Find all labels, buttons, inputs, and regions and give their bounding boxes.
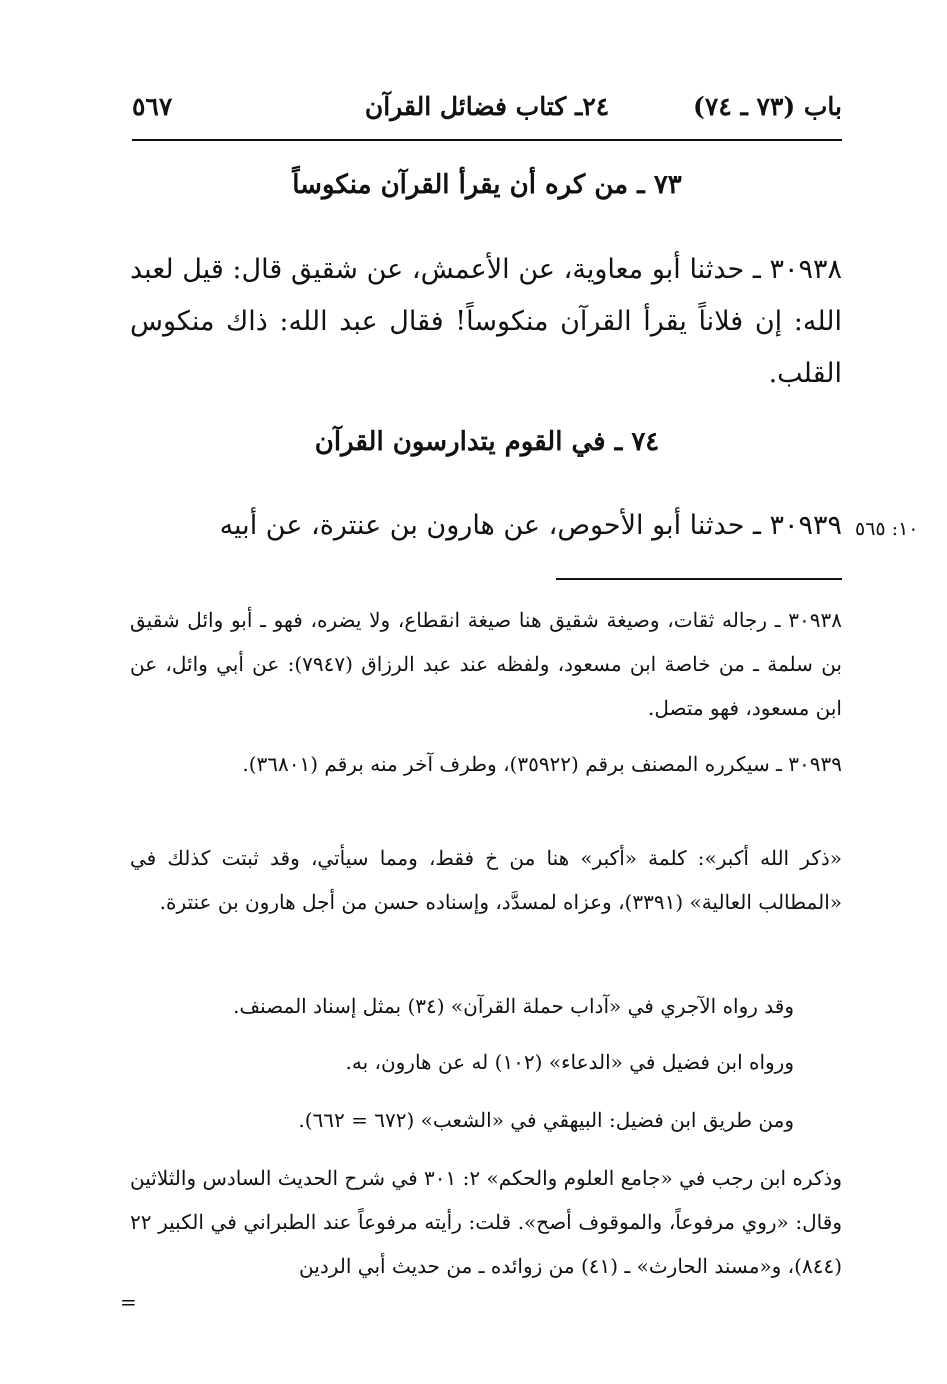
footnote-ibn-rajab: وذكره ابن رجب في «جامع العلوم والحكم» ٢: ٣٠١ في شرح الحديث السادس والثلاثين وقال: «روي مرفوعاً، والموقوف أصح». قلت: رأيته مرفوعاً عند الطبراني في الكبير ٢٢ (٨٤٤)، و«مسند الحارث» ـ (٤١) من زوائده ـ من حديث أبي الردين [130,1166,842,1278]
footnote-30938: ٣٠٩٣٨ ـ رجاله ثقات، وصيغة شقيق هنا صيغة انقطاع، ولا يضره، فهو ـ أبو وائل شقيق بن سلمة ـ من خاصة ابن مسعود، ولفظه عند عبد الرزاق (٧٩٤٧): عن أبي وائل، عن ابن مسعود، فهو متصل. [130,608,842,720]
hadith-30939: ٣٠٩٣٩ ـ حدثنا أبو الأحوص، عن هارون بن عنترة، عن أبيه [219,510,842,541]
chapter-title-73: ٧٣ ـ من كره أن يقرأ القرآن منكوساً [292,170,682,200]
chapter-range: باب (٧٣ ـ ٧٤) [693,92,842,121]
running-header [132,92,842,136]
footnote-dhikr: «ذكر الله أكبر»: كلمة «أكبر» هنا من خ فقط، ومما سيأتي، وقد ثبتت كذلك في «المطالب العالية» (٣٣٩١)، وعزاه لمسدَّد، وإسناده حسن من أجل هارون بن عنترة. [130,846,842,914]
page-number: ٥٦٧ [132,92,173,121]
hadith-30938: ٣٠٩٣٨ ـ حدثنا أبو معاوية، عن الأعمش، عن شقيق قال: قيل لعبد الله: إن فلاناً يقرأ القرآن منكوساً! فقال عبد الله: ذاك منكوس القلب. [130,254,842,389]
footnote-ajurri: وقد رواه الآجري في «آداب حملة القرآن» (٣٤) بمثل إسناد المصنف. [233,994,794,1018]
margin-reference: ١٠: ٥٦٥ [855,518,919,540]
header-rule [132,139,842,141]
footnote-rule [556,578,842,580]
continuation-mark: = [120,1290,137,1314]
chapter-title-74: ٧٤ ـ في القوم يتدارسون القرآن [314,427,660,457]
book-title: ٢٤ـ كتاب فضائل القرآن [364,92,610,121]
footnote-bayhaqi: ومن طريق ابن فضيل: البيهقي في «الشعب» (٦٧٢ = ٦٦٢). [298,1108,794,1132]
footnote-ibn-fudayl: ورواه ابن فضيل في «الدعاء» (١٠٢) له عن هارون، به. [345,1050,794,1074]
footnote-30939: ٣٠٩٣٩ ـ سيكرره المصنف برقم (٣٥٩٢٢)، وطرف آخر منه برقم (٣٦٨٠١). [242,752,842,776]
